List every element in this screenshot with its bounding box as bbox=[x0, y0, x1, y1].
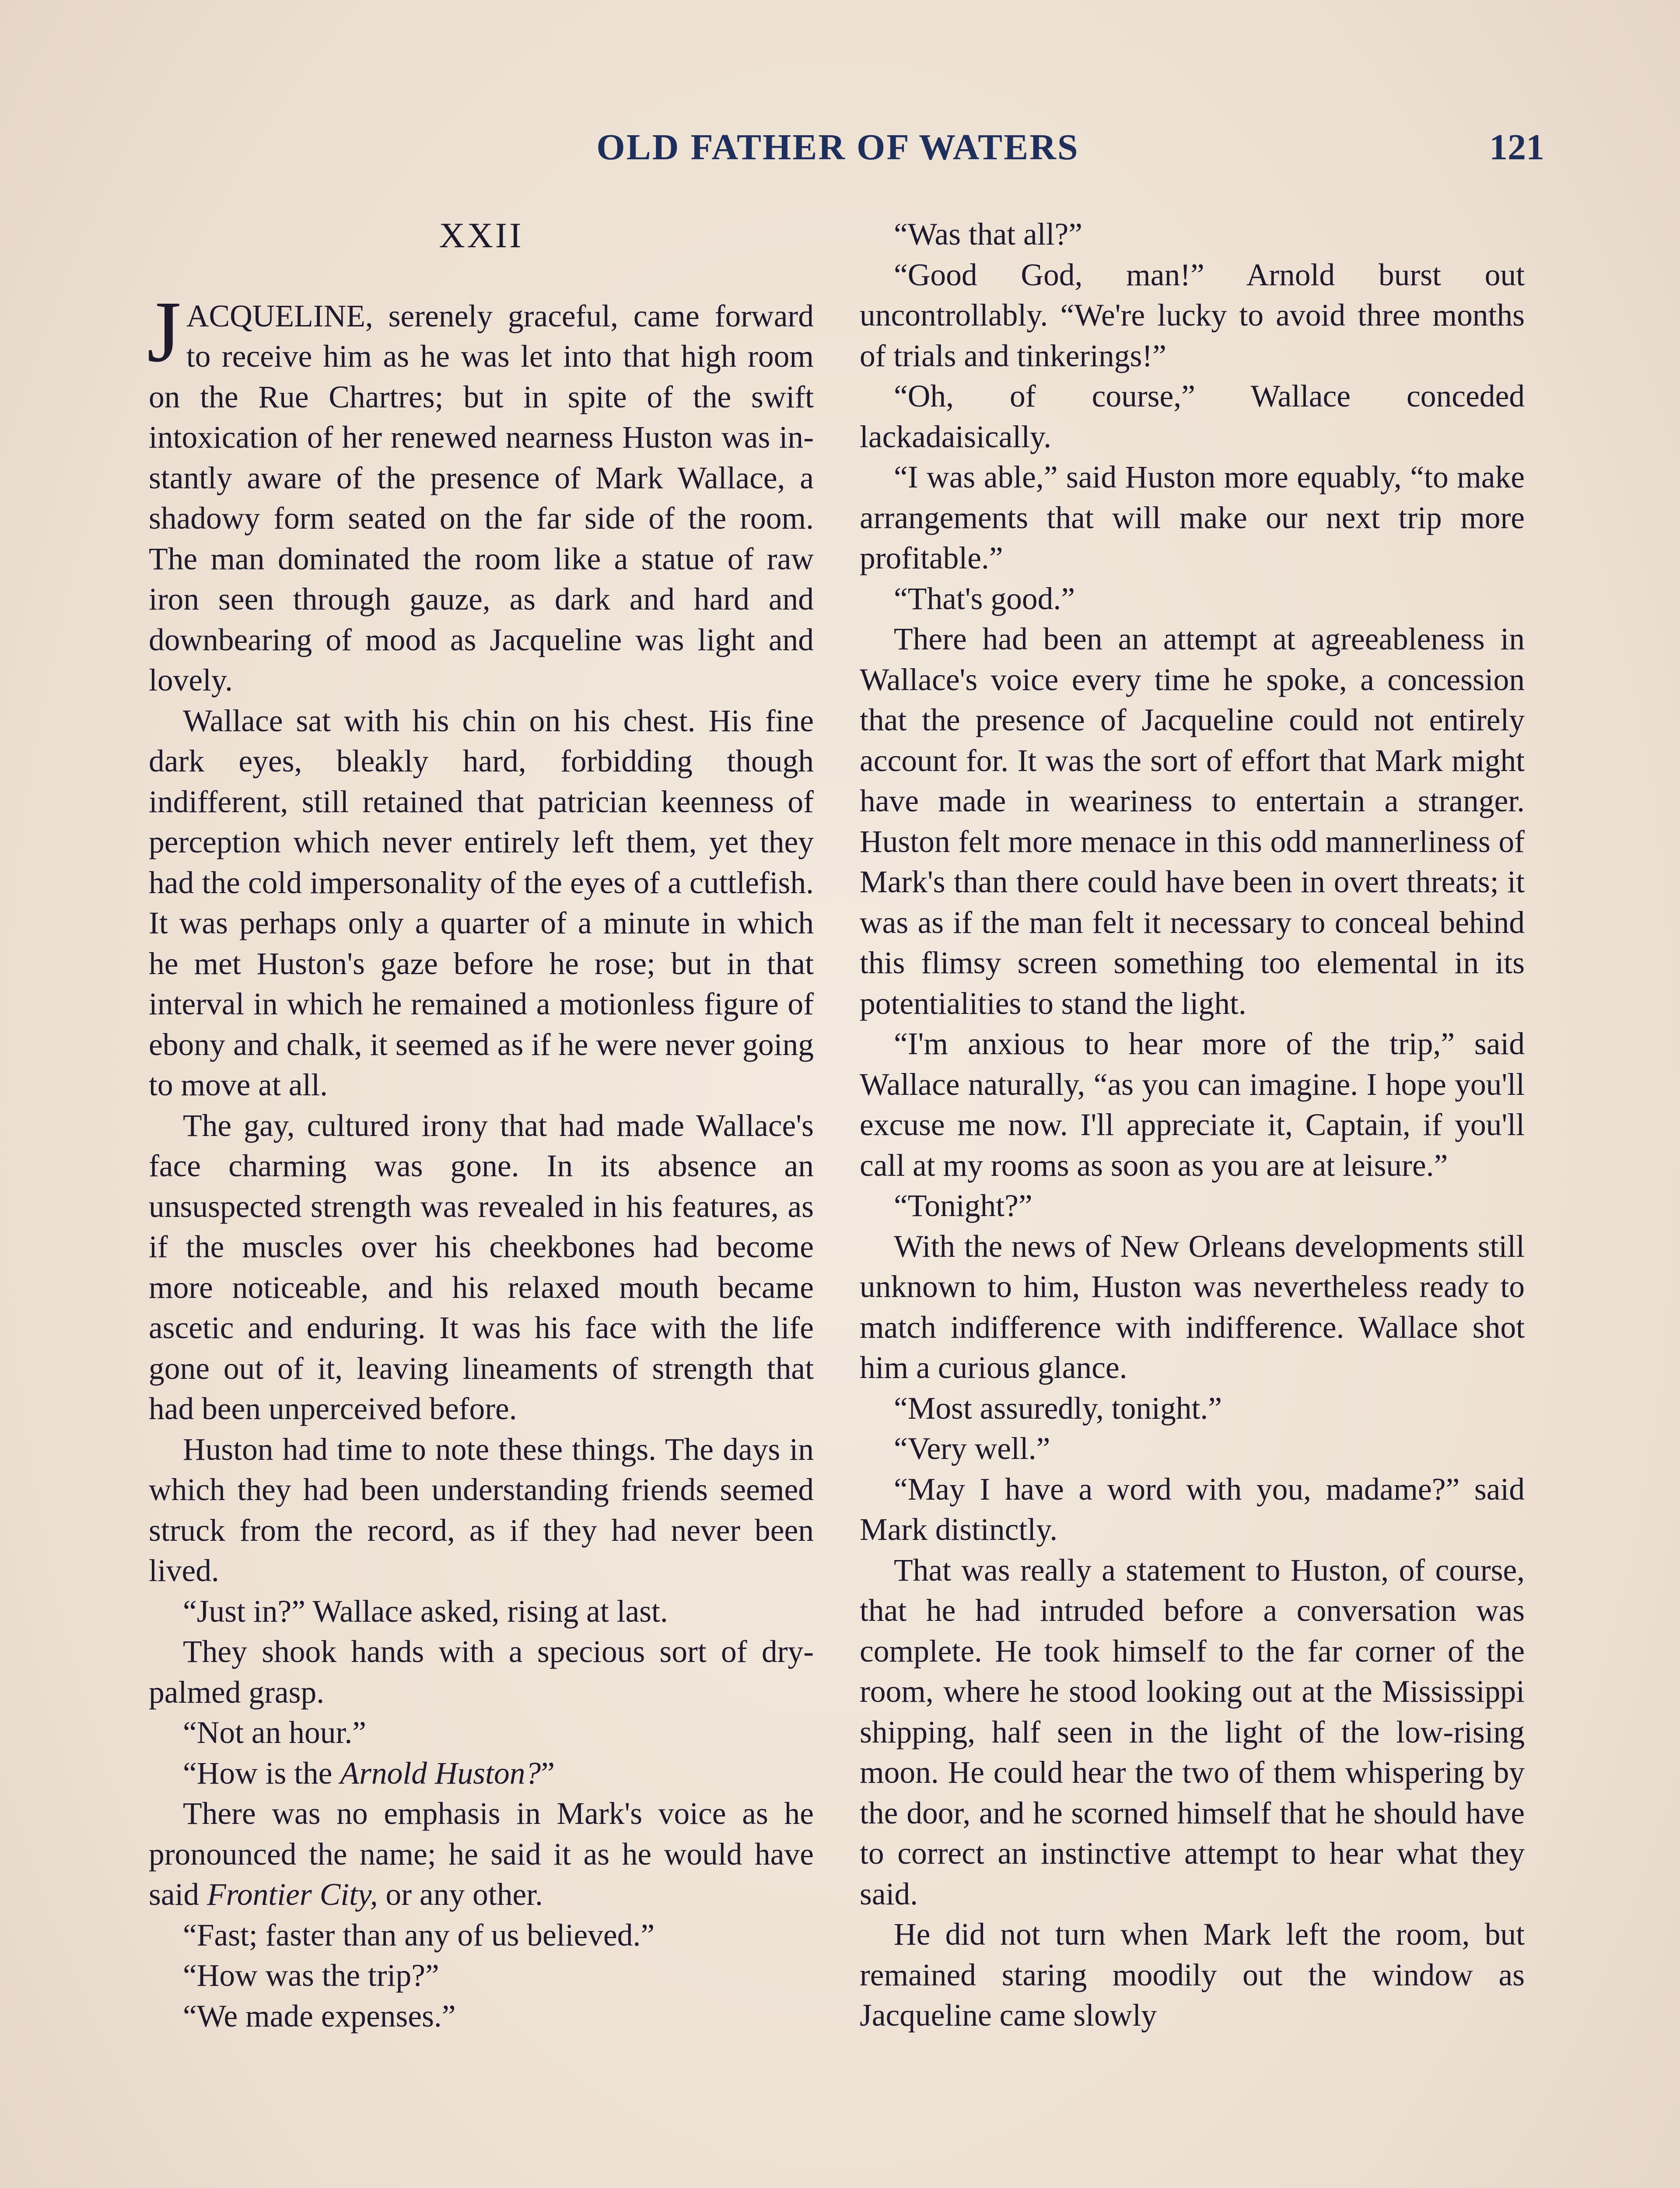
paragraph: That was really a statement to Huston, of course, that he had intruded before a conversation was complete. He took himself to the far corner of the room, where he stood looking out at the Mississippi shipping, half seen in the light of the low-rising moon. He could hear the two of them whispering by the door, and he scorned himself that he should have to correct an instinctive attempt to hear what they said. bbox=[860, 1553, 1525, 1911]
paragraph: “May I have a word with you, madame?” said Mark distinctly. bbox=[860, 1472, 1525, 1547]
paragraph-text: There was no emphasis in Mark's voice as he pronounced the name; he said it as he would have said bbox=[149, 1796, 814, 1912]
paragraph: “Was that all?” bbox=[894, 217, 1082, 252]
paragraph: There had been an attempt at agreeableness in Wallace's voice every time he spoke, a concession that the presence of Jacqueline could not entirely account for. It was the sort of effort that Mark might have made in weariness to entertain a stranger. Huston felt more menace in this odd mannerliness of Mark's than there could have been in overt threats; it was as if the man felt it necessary to conceal behind this flimsy screen something too elemental in its potentialities to stand the light. bbox=[860, 622, 1525, 1021]
paragraph-text: ACQUELINE, serenely graceful, came forward to receive him as he was let into that high room on the Rue Chartres; but in spite of the swift intoxication of her renewed nearness Huston was instantly aware of the presence of Mark Wallace, a shadowy form seated on the far side of the room. The man dominated the room like a statue of raw iron seen through gauze, as dark and hard and downbearing of mood as Jacqueline was light and lovely. bbox=[149, 298, 814, 698]
paragraph: Huston had time to note these things. The days in which they had been understanding friends seemed struck from the record, as if they had never been lived. bbox=[149, 1432, 814, 1588]
paragraph: “Not an hour.” bbox=[183, 1715, 366, 1750]
left-column bbox=[149, 214, 814, 2037]
paragraph: “Tonight?” bbox=[894, 1189, 1032, 1223]
paragraph: With the news of New Orleans developments still unknown to him, Huston was nevertheless ready to match indifference with indifference. Wallace shot him a curious glance. bbox=[860, 1229, 1525, 1385]
chapter-heading: XXII bbox=[439, 215, 524, 255]
paragraph bbox=[147, 283, 814, 701]
paragraph: “I'm anxious to hear more of the trip,” said Wallace naturally, “as you can imagine. I hope you'll excuse me now. I'll appreciate it, Captain, if you'll call at my rooms as soon as you are at leisure.” bbox=[860, 1027, 1525, 1183]
paragraph: “I was able,” said Huston more equably, “to make arrangements that will make our next trip more profitable.” bbox=[860, 460, 1525, 575]
paragraph: He did not turn when Mark left the room, but remained staring moodily out the window as Jacqueline came slowly bbox=[860, 1917, 1525, 2033]
drop-cap: J bbox=[147, 283, 181, 380]
paragraph bbox=[149, 1753, 814, 1794]
paragraph: “Very well.” bbox=[894, 1431, 1050, 1466]
page-number: 121 bbox=[1489, 127, 1544, 168]
running-title: OLD FATHER OF WATERS bbox=[596, 127, 1079, 168]
paragraph: “That's good.” bbox=[894, 581, 1075, 616]
paragraph-text: ” bbox=[541, 1756, 555, 1791]
paragraph: “Most assuredly, tonight.” bbox=[894, 1391, 1222, 1426]
paragraph-text: “How is the bbox=[183, 1756, 340, 1791]
paragraph bbox=[149, 1794, 814, 1915]
paragraph: “Just in?” Wallace asked, rising at last. bbox=[183, 1594, 668, 1629]
paragraph: “How was the trip?” bbox=[183, 1958, 439, 1993]
paragraph-text: or any other. bbox=[378, 1877, 543, 1912]
paragraph: They shook hands with a specious sort of dry-palmed grasp. bbox=[149, 1634, 814, 1710]
paragraph: The gay, cultured irony that had made Wallace's face charming was gone. In its absence an unsuspected strength was revealed in his features, as if the muscles over his cheekbones had become more noticeable, and his relaxed mouth became ascetic and enduring. It was his face with the life gone out of it, leaving lineaments of strength that had been unperceived before. bbox=[149, 1108, 814, 1426]
paragraph: “We made expenses.” bbox=[183, 1999, 456, 2034]
ship-name: Arnold Huston? bbox=[340, 1756, 541, 1791]
paragraph: “Fast; faster than any of us believed.” bbox=[183, 1918, 655, 1953]
right-column bbox=[860, 214, 1525, 2036]
paragraph: “Good God, man!” Arnold burst out uncontrollably. “We're lucky to avoid three months of trials and tinkerings!” bbox=[860, 257, 1525, 373]
paragraph: Wallace sat with his chin on his chest. His fine dark eyes, bleakly hard, forbidding though indifferent, still retained that patrician keenness of perception which never entirely left them, yet they had the cold impersonality of the eyes of a cuttlefish. It was perhaps only a quarter of a minute in which he met Huston's gaze before he rose; but in that interval in which he remained a motionless figure of ebony and chalk, it seemed as if he were never going to move at all. bbox=[149, 703, 814, 1102]
paragraph: “Oh, of course,” Wallace conceded lackadaisically. bbox=[860, 379, 1525, 454]
ship-name: Frontier City, bbox=[207, 1877, 378, 1912]
